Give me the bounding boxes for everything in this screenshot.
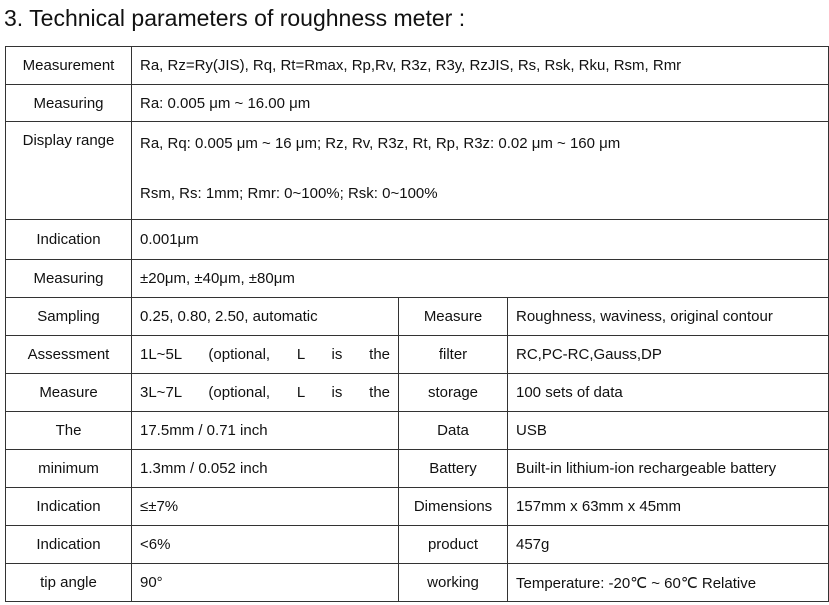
param-value: Roughness, waviness, original contour [508, 298, 829, 336]
table-row [6, 450, 829, 488]
table-row [6, 526, 829, 564]
param-label: Display range [6, 122, 132, 220]
param-value: 17.5mm / 0.71 inch [132, 412, 399, 450]
param-label: Measuring [6, 85, 132, 122]
param-value: 90° [132, 564, 399, 602]
param-label: storage [399, 374, 508, 412]
param-value-line: Ra, Rq: 0.005 μm ~ 16 μm; Rz, Rv, R3z, Rt, Rp, R3z: 0.02 μm ~ 160 μm [140, 135, 621, 152]
table-row [6, 85, 829, 122]
param-label: Assessment [6, 336, 132, 374]
table-row [6, 564, 829, 602]
table-row [6, 488, 829, 526]
param-label: filter [399, 336, 508, 374]
table-row [6, 412, 829, 450]
param-label: working [399, 564, 508, 602]
param-label: Battery [399, 450, 508, 488]
param-value: RC,PC-RC,Gauss,DP [508, 336, 829, 374]
param-label: Measurement [6, 47, 132, 85]
param-label: minimum [6, 450, 132, 488]
param-value: Ra: 0.005 μm ~ 16.00 μm [132, 85, 829, 122]
param-label: Data [399, 412, 508, 450]
param-value: 0.001μm [132, 220, 829, 260]
table-row [6, 374, 829, 412]
table-row [6, 260, 829, 298]
param-value: Ra, Rz=Ry(JIS), Rq, Rt=Rmax, Rp,Rv, R3z, R3y, RzJIS, Rs, Rsk, Rku, Rsm, Rmr [132, 47, 829, 85]
param-label: Measuring [6, 260, 132, 298]
parameters-table [5, 46, 829, 602]
param-label: Sampling [6, 298, 132, 336]
param-value: ≤±7% [132, 488, 399, 526]
section-title: 3. Technical parameters of roughness meter : [4, 5, 466, 31]
param-value: 1L~5L (optional, L is the [132, 336, 399, 374]
param-value: 0.25, 0.80, 2.50, automatic [132, 298, 399, 336]
param-value: ±20μm, ±40μm, ±80μm [132, 260, 829, 298]
table-row [6, 220, 829, 260]
param-value: Built-in lithium-ion rechargeable battery [508, 450, 829, 488]
param-label: The [6, 412, 132, 450]
param-label: Dimensions [399, 488, 508, 526]
param-label: Indication [6, 488, 132, 526]
table-row [6, 47, 829, 85]
param-value: Temperature: -20℃ ~ 60℃ Relative [508, 564, 829, 602]
param-label: Measure [6, 374, 132, 412]
param-value: <6% [132, 526, 399, 564]
param-label: Measure [399, 298, 508, 336]
table-row [6, 336, 829, 374]
param-value: 457g [508, 526, 829, 564]
table-row [6, 122, 829, 220]
param-label: tip angle [6, 564, 132, 602]
table-row [6, 298, 829, 336]
param-value: 100 sets of data [508, 374, 829, 412]
param-value: 157mm x 63mm x 45mm [508, 488, 829, 526]
param-value-line: Rsm, Rs: 1mm; Rmr: 0~100%; Rsk: 0~100% [140, 185, 438, 202]
param-label: Indication [6, 526, 132, 564]
param-value: 1.3mm / 0.052 inch [132, 450, 399, 488]
param-value: 3L~7L (optional, L is the [132, 374, 399, 412]
param-label: Indication [6, 220, 132, 260]
param-value [132, 122, 829, 220]
param-value: USB [508, 412, 829, 450]
param-label: product [399, 526, 508, 564]
